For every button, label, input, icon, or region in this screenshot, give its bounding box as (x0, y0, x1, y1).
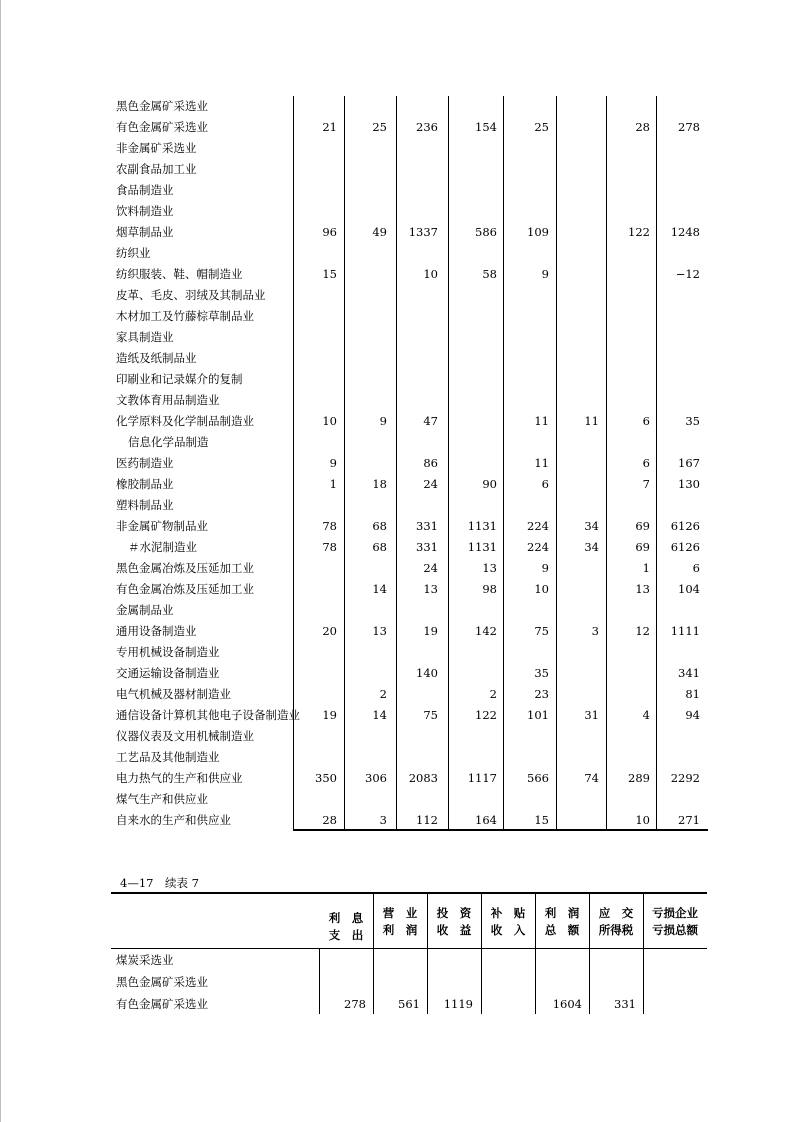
lower-table-top-rule (111, 892, 707, 894)
row-label: 医药制造业 (116, 456, 174, 470)
row-label: 饮料制造业 (116, 204, 174, 218)
table-cell: 278 (344, 997, 366, 1011)
row-label: 印刷业和记录媒介的复制 (116, 372, 243, 386)
header-line: 投 资 (436, 906, 472, 920)
table-row (0, 390, 793, 411)
table-cell: 1117 (467, 771, 497, 785)
table-cell: 350 (315, 771, 337, 785)
row-label: 通用设备制造业 (116, 624, 197, 638)
row-label: 纺织业 (116, 246, 151, 260)
table-cell: 3 (591, 624, 599, 638)
table-cell: 1111 (670, 624, 700, 638)
table-cell: 14 (372, 582, 387, 596)
row-label: 塑料制品业 (116, 498, 174, 512)
table-cell: 2292 (670, 771, 700, 785)
row-label: 非金属矿采选业 (116, 141, 197, 155)
table-row (0, 369, 793, 390)
table-cell: 75 (534, 624, 549, 638)
table-cell: 224 (527, 540, 549, 554)
row-label: 橡胶制品业 (116, 477, 174, 491)
table-cell: 69 (635, 519, 650, 533)
row-label: 通信设备计算机其他电子设备制造业 (116, 708, 300, 722)
header-line: 应 交 (598, 906, 634, 920)
table-row (0, 348, 793, 369)
table-cell: 3 (379, 813, 387, 827)
header-line: 总 额 (544, 923, 580, 937)
table-row (0, 949, 793, 971)
table-cell: 1131 (467, 540, 497, 554)
table-cell: 154 (475, 120, 497, 134)
row-label: 电力热气的生产和供应业 (116, 771, 243, 785)
table-row (0, 159, 793, 180)
column-header (481, 905, 535, 939)
table-cell: 35 (534, 666, 549, 680)
row-label: 自来水的生产和供应业 (116, 813, 231, 827)
table-cell: 81 (685, 687, 700, 701)
table-cell: 1337 (408, 225, 438, 239)
table-row (0, 663, 793, 684)
table-cell: 278 (678, 120, 700, 134)
table-cell: 2 (489, 687, 497, 701)
header-line: 利 润 (382, 923, 418, 937)
table-cell: 96 (322, 225, 337, 239)
row-label: 金属制品业 (116, 603, 174, 617)
table-cell: 49 (372, 225, 387, 239)
table-cell: 69 (635, 540, 650, 554)
table-row (0, 327, 793, 348)
table-cell: 58 (482, 267, 497, 281)
header-line: 营 业 (382, 906, 418, 920)
row-label: 工艺品及其他制造业 (116, 750, 220, 764)
row-label: 煤气生产和供应业 (116, 792, 208, 806)
table-cell: 4 (642, 708, 650, 722)
table-cell: 11 (534, 456, 549, 470)
table-cell: 25 (534, 120, 549, 134)
table-cell: 19 (423, 624, 438, 638)
table-cell: 12 (635, 624, 650, 638)
row-label: 黑色金属冶炼及压延加工业 (116, 561, 254, 575)
table-cell: 561 (398, 997, 420, 1011)
table-row (0, 789, 793, 810)
table-cell: 75 (423, 708, 438, 722)
header-line: 亏损企业 (652, 906, 698, 920)
table-row (0, 453, 793, 474)
table-cell: −12 (675, 267, 700, 281)
row-label: 信息化学品制造 (128, 435, 209, 449)
table-cell: 20 (322, 624, 337, 638)
table-cell: 167 (678, 456, 700, 470)
table-cell: 94 (685, 708, 700, 722)
table-cell: 289 (628, 771, 650, 785)
row-label: 黑色金属矿采选业 (116, 975, 208, 989)
table-cell: 9 (329, 456, 337, 470)
table-row (0, 432, 793, 453)
table-cell: 24 (423, 561, 438, 575)
table-cell: 6 (642, 456, 650, 470)
row-label: 烟草制品业 (116, 225, 174, 239)
table-cell: 98 (482, 582, 497, 596)
table-row (0, 971, 793, 993)
table-row (0, 600, 793, 621)
table-cell: 35 (685, 414, 700, 428)
table-cell: 24 (423, 477, 438, 491)
column-header (535, 905, 589, 939)
table-cell: 6 (692, 561, 700, 575)
table-cell: 13 (372, 624, 387, 638)
table-cell: 142 (475, 624, 497, 638)
row-label: 仪器仪表及文用机械制造业 (116, 729, 254, 743)
table-cell: 1119 (443, 997, 473, 1011)
table-cell: 2 (379, 687, 387, 701)
header-line: 补 贴 (490, 906, 526, 920)
table-cell: 1248 (670, 225, 700, 239)
column-header (427, 905, 481, 939)
table-row (0, 117, 793, 138)
table-cell: 13 (635, 582, 650, 596)
table-row (0, 138, 793, 159)
row-label: 有色金属矿采选业 (116, 120, 208, 134)
table-cell: 28 (322, 813, 337, 827)
table-row (0, 495, 793, 516)
column-header (319, 910, 373, 944)
table-row (0, 642, 793, 663)
table-row (0, 180, 793, 201)
table-cell: 13 (482, 561, 497, 575)
table-cell: 101 (527, 708, 549, 722)
header-line: 支 出 (328, 928, 364, 942)
row-label: 有色金属矿采选业 (116, 997, 208, 1011)
table-cell: 9 (379, 414, 387, 428)
table-row (0, 705, 793, 726)
row-label: 造纸及纸制品业 (116, 351, 197, 365)
table-row (0, 747, 793, 768)
header-line: 收 入 (490, 923, 526, 937)
row-label: 专用机械设备制造业 (116, 645, 220, 659)
table-cell: 1604 (552, 997, 582, 1011)
table-row (0, 684, 793, 705)
table-cell: 236 (416, 120, 438, 134)
table-row (0, 993, 793, 1015)
table-cell: 331 (614, 997, 636, 1011)
table-cell: 1 (642, 561, 650, 575)
table-cell: 306 (365, 771, 387, 785)
table-cell: 74 (584, 771, 599, 785)
table-row (0, 537, 793, 558)
header-line: 收 益 (436, 923, 472, 937)
table-cell: 28 (635, 120, 650, 134)
table-row (0, 768, 793, 789)
table-row (0, 516, 793, 537)
row-label: 煤炭采选业 (116, 953, 174, 967)
table-row (0, 810, 793, 831)
table-cell: 6126 (670, 519, 700, 533)
table-cell: 19 (322, 708, 337, 722)
table-cell: 9 (541, 561, 549, 575)
table-cell: 86 (423, 456, 438, 470)
table-cell: 11 (584, 414, 599, 428)
table-cell: 1 (329, 477, 337, 491)
table-cell: 11 (534, 414, 549, 428)
table-row (0, 96, 793, 117)
table-cell: 90 (482, 477, 497, 491)
row-label: ＃水泥制造业 (128, 540, 197, 554)
table-row (0, 474, 793, 495)
row-label: 农副食品加工业 (116, 162, 197, 176)
column-header (373, 905, 427, 939)
table-cell: 10 (534, 582, 549, 596)
table-row (0, 306, 793, 327)
table-cell: 331 (416, 519, 438, 533)
table-row (0, 621, 793, 642)
row-label: 化学原料及化学制品制造业 (116, 414, 254, 428)
row-label: 木材加工及竹藤棕草制品业 (116, 309, 254, 323)
row-label: 黑色金属矿采选业 (116, 99, 208, 113)
table-cell: 18 (372, 477, 387, 491)
table-cell: 122 (475, 708, 497, 722)
table-cell: 14 (372, 708, 387, 722)
table-cell: 331 (416, 540, 438, 554)
row-label: 文教体育用品制造业 (116, 393, 220, 407)
row-label: 电气机械及器材制造业 (116, 687, 231, 701)
table-cell: 6 (541, 477, 549, 491)
row-label: 有色金属冶炼及压延加工业 (116, 582, 254, 596)
table-cell: 10 (423, 267, 438, 281)
column-header (589, 905, 643, 939)
row-label: 皮革、毛皮、羽绒及其制品业 (116, 288, 266, 302)
table-cell: 122 (628, 225, 650, 239)
table-row (0, 726, 793, 747)
row-label: 非金属矿物制品业 (116, 519, 208, 533)
table-cell: 34 (584, 519, 599, 533)
header-line: 利 润 (544, 906, 580, 920)
row-label: 纺织服装、鞋、帽制造业 (116, 267, 243, 281)
table-cell: 109 (527, 225, 549, 239)
column-header (643, 905, 707, 939)
table-row (0, 222, 793, 243)
table-cell: 15 (322, 267, 337, 281)
table-cell: 78 (322, 519, 337, 533)
table-cell: 224 (527, 519, 549, 533)
table-cell: 15 (534, 813, 549, 827)
table-cell: 140 (416, 666, 438, 680)
table-cell: 10 (322, 414, 337, 428)
table-cell: 566 (527, 771, 549, 785)
table-cell: 586 (475, 225, 497, 239)
table-cell: 68 (372, 540, 387, 554)
table-cell: 23 (534, 687, 549, 701)
header-line: 利 息 (328, 911, 364, 925)
table-row (0, 579, 793, 600)
table-cell: 1131 (467, 519, 497, 533)
table-cell: 6126 (670, 540, 700, 554)
table-cell: 341 (678, 666, 700, 680)
table-cell: 25 (372, 120, 387, 134)
table-cell: 6 (642, 414, 650, 428)
table-cell: 7 (642, 477, 650, 491)
row-label: 交通运输设备制造业 (116, 666, 220, 680)
table-cell: 2083 (408, 771, 438, 785)
table-cell: 34 (584, 540, 599, 554)
table-row (0, 264, 793, 285)
table-cell: 31 (584, 708, 599, 722)
header-line: 所得税 (598, 923, 634, 937)
table-row (0, 558, 793, 579)
table-cell: 21 (322, 120, 337, 134)
table-caption: 4—17 续表 7 (120, 876, 199, 890)
table-row (0, 411, 793, 432)
table-cell: 130 (678, 477, 700, 491)
row-label: 食品制造业 (116, 183, 174, 197)
table-cell: 78 (322, 540, 337, 554)
table-cell: 271 (678, 813, 700, 827)
table-cell: 164 (475, 813, 497, 827)
table-cell: 47 (423, 414, 438, 428)
table-cell: 112 (416, 813, 438, 827)
header-line: 亏损总额 (652, 923, 698, 937)
table-cell: 104 (678, 582, 700, 596)
table-row (0, 243, 793, 264)
row-label: 家具制造业 (116, 330, 174, 344)
table-row (0, 285, 793, 306)
table-row (0, 201, 793, 222)
table-cell: 10 (635, 813, 650, 827)
table-cell: 13 (423, 582, 438, 596)
table-cell: 9 (541, 267, 549, 281)
table-cell: 68 (372, 519, 387, 533)
